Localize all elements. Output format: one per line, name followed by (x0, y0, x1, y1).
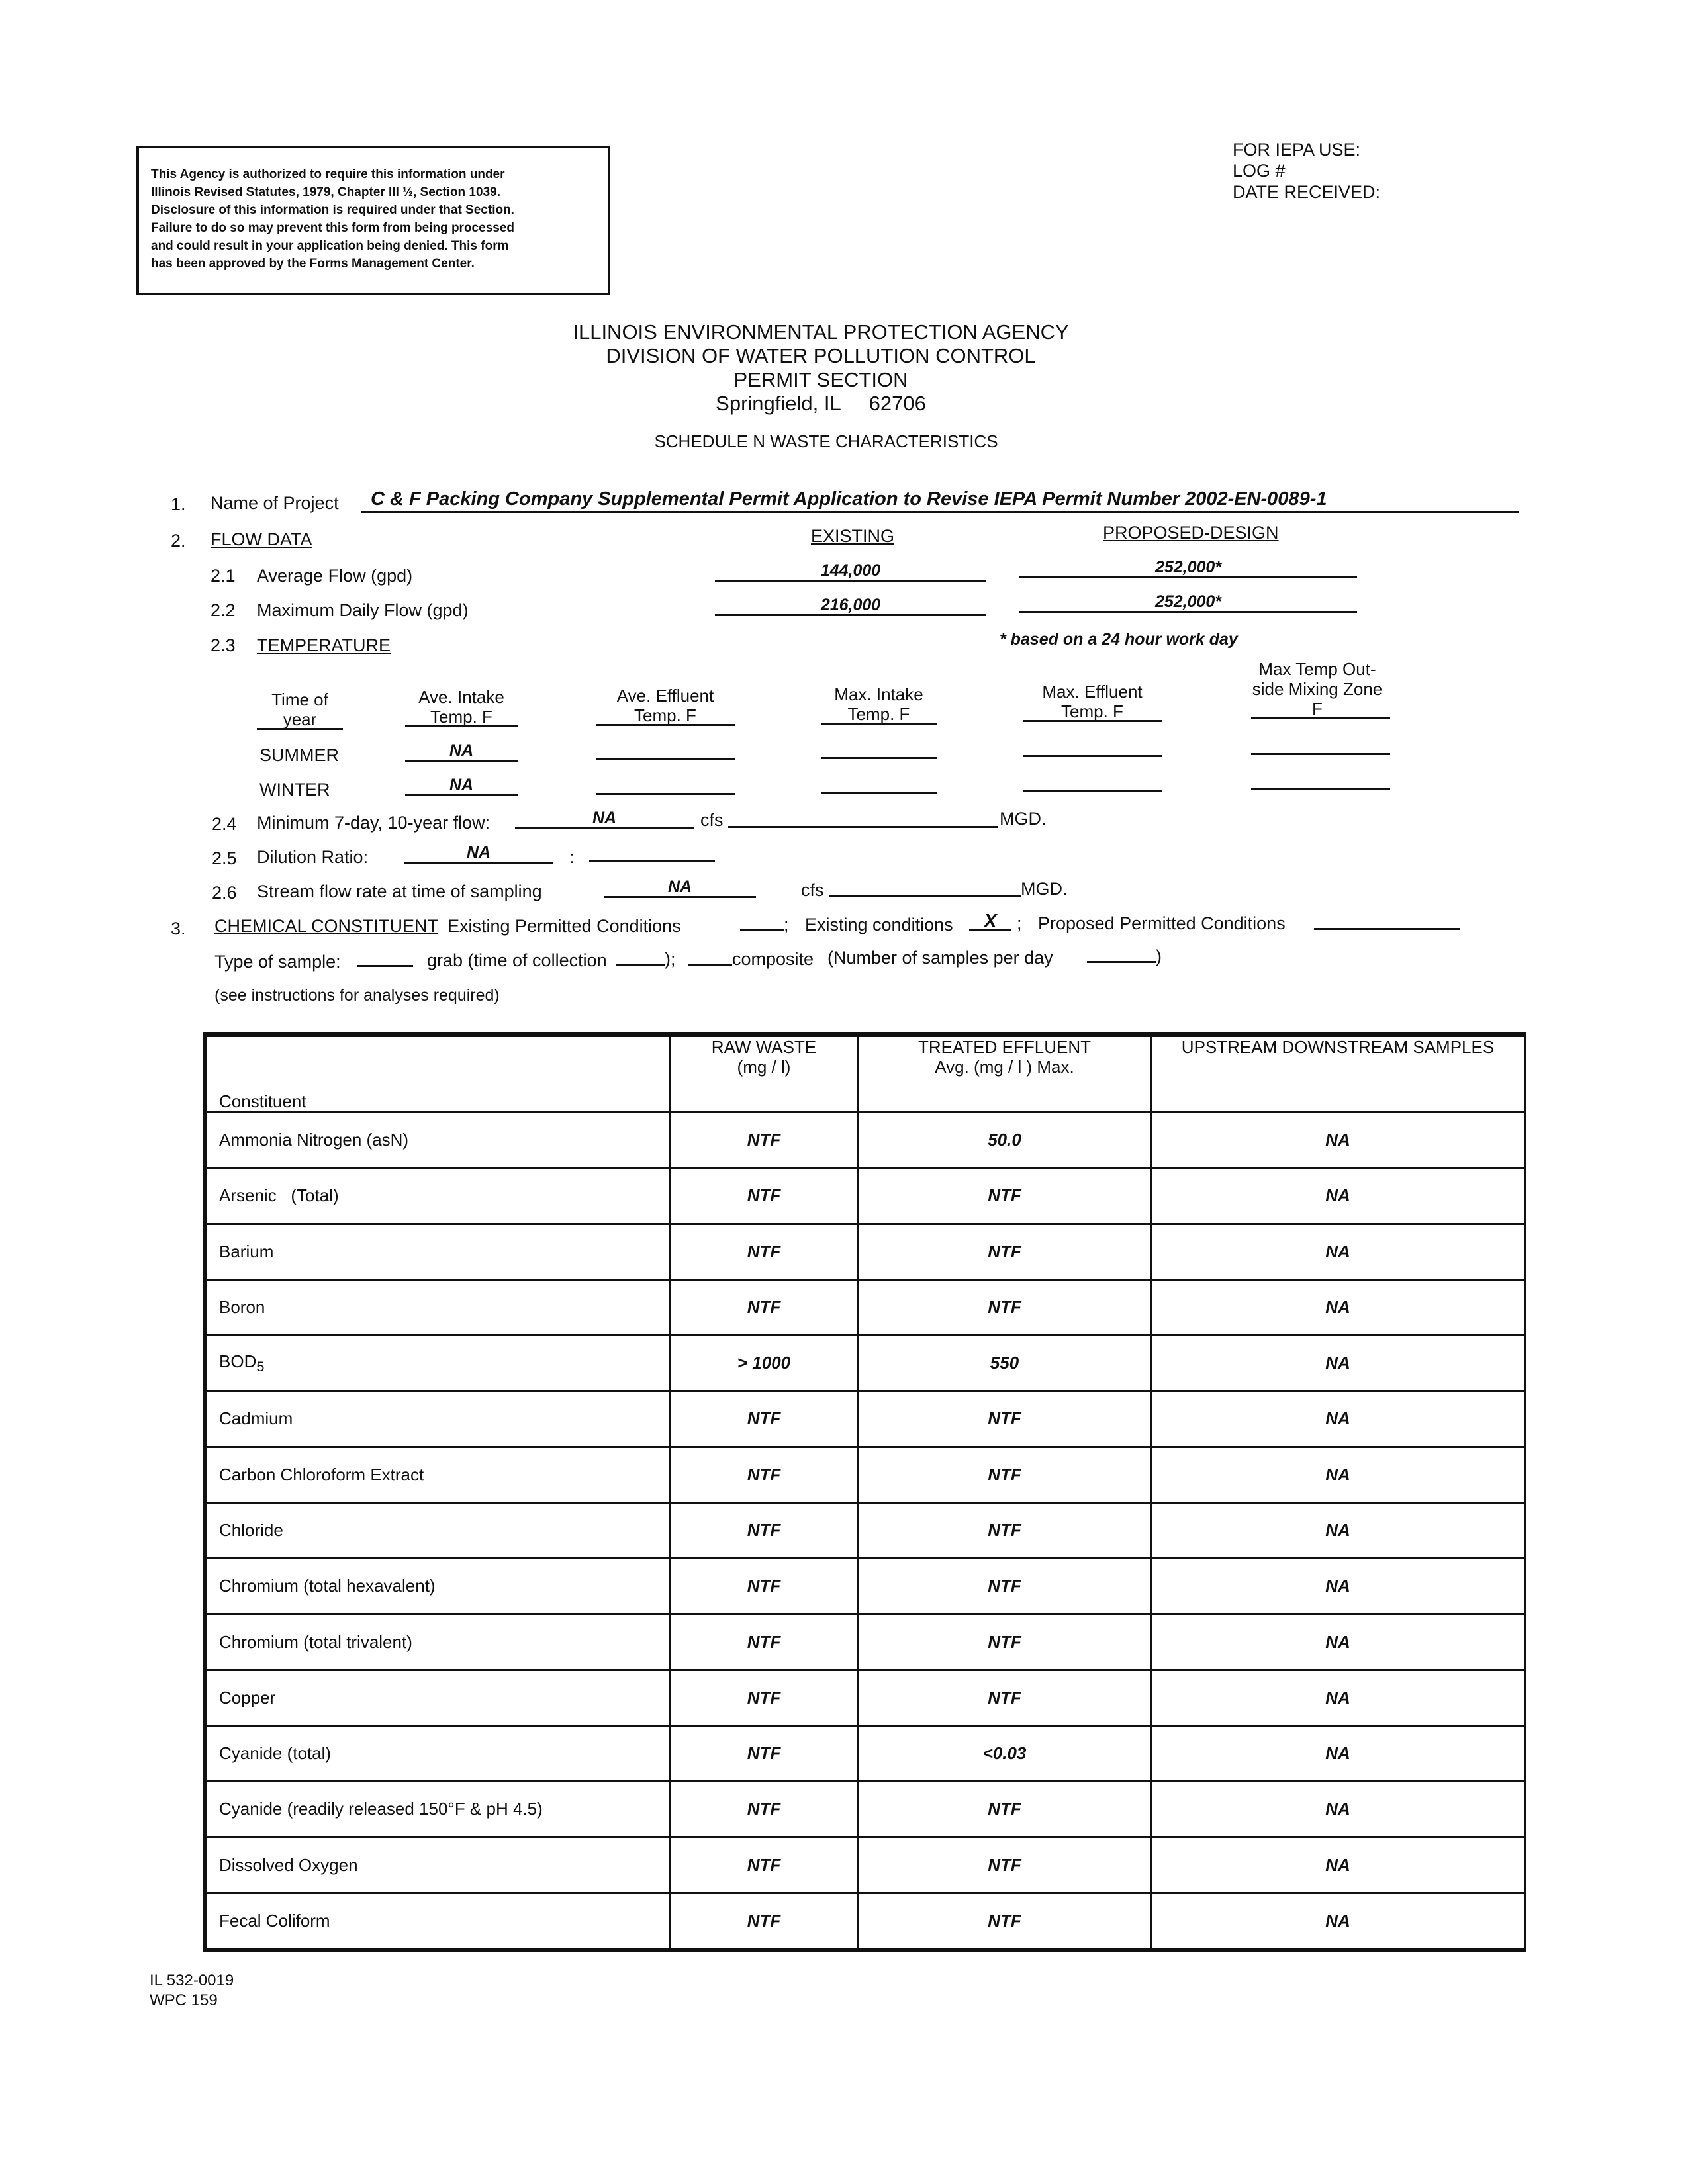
max-effluent-line (1023, 720, 1162, 722)
raw-waste-value[interactable]: NTF (670, 1670, 859, 1725)
maximum-flow-proposed[interactable]: 252,000* (1154, 592, 1222, 611)
maximum-daily-flow-label: Maximum Daily Flow (gpd) (257, 600, 469, 620)
treated-effluent-header-line1: TREATED EFFLUENT (918, 1037, 1091, 1057)
row-number: 2.2 (211, 600, 236, 620)
time-of-year-line (257, 728, 343, 730)
item-number: 2. (171, 531, 186, 551)
existing-permitted-label: Existing Permitted Conditions (447, 916, 681, 936)
samples-per-day-label: (Number of samples per day (827, 948, 1053, 968)
dilution-ratio-value[interactable]: NA (466, 843, 491, 862)
max-intake-header (821, 684, 937, 724)
maximum-flow-proposed-line (1019, 611, 1357, 613)
treated-effluent-value[interactable]: NTF (859, 1559, 1151, 1614)
max-effluent-header (1023, 682, 1162, 721)
upstream-downstream-value[interactable]: NA (1151, 1168, 1525, 1224)
constituent-name: Barium (207, 1224, 670, 1279)
table-row (207, 1614, 1525, 1670)
existing-permitted-blank[interactable] (740, 929, 784, 931)
project-name-value[interactable]: C & F Packing Company Supplemental Permit Application to Revise IEPA Permit Number 2002-EN-0089-1 (371, 488, 1327, 510)
raw-waste-value[interactable]: NTF (670, 1224, 859, 1279)
maximum-flow-existing[interactable]: 216,000 (820, 596, 881, 614)
form-identifier (150, 1971, 234, 2011)
item-number: 1. (171, 494, 186, 514)
grab-blank[interactable] (357, 965, 413, 967)
stream-flow-label: Stream flow rate at time of sampling (257, 882, 542, 901)
constituent-name: Cadmium (207, 1391, 670, 1447)
mixing-zone-header-line2: side Mixing Zone (1252, 679, 1383, 699)
ave-intake-line (405, 725, 518, 727)
minimum-flow-mgd-unit: MGD. (1000, 809, 1047, 829)
time-of-year-header-line2: year (283, 709, 317, 729)
ave-intake-header-line1: Ave. Intake (418, 687, 504, 707)
constituent-name: Cyanide (readily released 150°F & pH 4.5) (207, 1782, 670, 1837)
minimum-flow-value[interactable]: NA (592, 809, 617, 827)
dilution-ratio-separator: : (569, 847, 575, 867)
raw-waste-value[interactable]: NTF (670, 1168, 859, 1224)
existing-column-header: EXISTING (811, 526, 895, 546)
constituent-name: Cyanide (total) (207, 1725, 670, 1781)
treated-effluent-value[interactable]: NTF (859, 1391, 1151, 1447)
semicolon: ; (784, 915, 789, 934)
treated-effluent-value[interactable]: NTF (859, 1168, 1151, 1224)
upstream-downstream-header: UPSTREAM DOWNSTREAM SAMPLES (1151, 1036, 1525, 1113)
stream-flow-cfs-unit: cfs (801, 880, 824, 900)
raw-waste-header-line2: (mg / l) (737, 1057, 791, 1077)
upstream-downstream-value[interactable]: NA (1151, 1279, 1525, 1335)
mixing-zone-header (1244, 659, 1390, 719)
notice-line: Illinois Revised Statutes, 1979, Chapter III ½, Section 1039. (151, 185, 500, 199)
raw-waste-value[interactable]: > 1000 (670, 1336, 859, 1391)
agency-address: Springfield, IL 62706 (716, 392, 926, 415)
constituent-name: Chromium (total hexavalent) (207, 1559, 670, 1614)
ave-effluent-header-line1: Ave. Effluent (616, 686, 714, 705)
average-flow-existing-line (715, 580, 986, 582)
table-row (207, 1725, 1525, 1781)
upstream-downstream-value[interactable]: NA (1151, 1837, 1525, 1893)
treated-effluent-header (859, 1036, 1151, 1113)
average-flow-label: Average Flow (gpd) (257, 566, 413, 586)
winter-mixing-zone-line[interactable] (1251, 788, 1390, 790)
treated-effluent-value[interactable]: NTF (859, 1614, 1151, 1670)
constituent-name: Copper (207, 1670, 670, 1725)
proposed-column-header: PROPOSED-DESIGN (1103, 523, 1279, 543)
raw-waste-value[interactable]: NTF (670, 1447, 859, 1502)
mixing-zone-header-line1: Max Temp Out- (1258, 659, 1376, 679)
treated-effluent-header-line2: Avg. (mg / l ) Max. (935, 1057, 1074, 1077)
raw-waste-value[interactable]: NTF (670, 1113, 859, 1168)
table-header-row (207, 1036, 1525, 1113)
notice-line: and could result in your application being denied. This form (151, 239, 509, 253)
row-number: 2.3 (211, 635, 236, 655)
ave-effluent-header-line2: Temp. F (634, 705, 696, 725)
raw-waste-value[interactable]: NTF (670, 1782, 859, 1837)
constituent-table (203, 1032, 1526, 1952)
grab-time-blank[interactable] (616, 964, 665, 966)
flow-footnote: * based on a 24 hour work day (1000, 630, 1238, 649)
ave-intake-header-line2: Temp. F (430, 707, 492, 727)
project-name-line (361, 511, 1519, 513)
raw-waste-value[interactable]: NTF (670, 1279, 859, 1335)
chemical-constituent-label: CHEMICAL CONSTITUENT (214, 916, 439, 936)
summer-max-effluent-line[interactable] (1023, 755, 1162, 757)
max-intake-header-line2: Temp. F (847, 704, 910, 724)
raw-waste-value[interactable]: NTF (670, 1837, 859, 1893)
average-flow-proposed[interactable]: 252,000* (1154, 558, 1222, 576)
time-of-year-header (257, 690, 343, 729)
upstream-downstream-value[interactable]: NA (1151, 1447, 1525, 1502)
notice-line: Disclosure of this information is required under that Section. (151, 203, 514, 217)
upstream-downstream-value[interactable]: NA (1151, 1391, 1525, 1447)
existing-conditions-label: Existing conditions (805, 915, 953, 934)
constituent-name: Boron (207, 1279, 670, 1335)
ave-effluent-header (596, 686, 735, 725)
mixing-zone-line (1251, 717, 1390, 719)
summer-ave-intake-line[interactable] (405, 760, 518, 762)
treated-effluent-value[interactable]: NTF (859, 1502, 1151, 1558)
raw-waste-value[interactable]: NTF (670, 1391, 859, 1447)
table-row (207, 1837, 1525, 1893)
proposed-permitted-label: Proposed Permitted Conditions (1038, 913, 1286, 933)
constituent-name: Dissolved Oxygen (207, 1837, 670, 1893)
form-number: IL 532-0019 (150, 1972, 234, 1989)
table-row (207, 1113, 1525, 1168)
treated-effluent-value[interactable]: NTF (859, 1279, 1151, 1335)
maximum-flow-existing-line (715, 614, 986, 616)
constituent-name: Chloride (207, 1502, 670, 1558)
summer-label: SUMMER (259, 745, 339, 765)
average-flow-existing[interactable]: 144,000 (820, 561, 881, 580)
sample-type-label: Type of sample: (214, 952, 341, 972)
agency-header (0, 320, 1642, 416)
minimum-flow-line (515, 827, 694, 829)
raw-waste-value[interactable]: NTF (670, 1559, 859, 1614)
mixing-zone-header-line3: F (1312, 699, 1323, 719)
raw-waste-value[interactable]: NTF (670, 1614, 859, 1670)
table-row (207, 1447, 1525, 1502)
constituent-name: Carbon Chloroform Extract (207, 1447, 670, 1502)
item-number: 3. (171, 919, 186, 938)
summer-mixing-zone-line[interactable] (1251, 753, 1390, 755)
average-flow-proposed-line (1019, 576, 1357, 578)
treated-effluent-value[interactable]: <0.03 (859, 1725, 1151, 1781)
winter-max-effluent-line[interactable] (1023, 790, 1162, 792)
winter-label: WINTER (259, 780, 330, 799)
project-name-label: Name of Project (211, 493, 339, 513)
stream-flow-mgd-unit: MGD. (1021, 879, 1068, 899)
table-row (207, 1336, 1525, 1391)
table-row (207, 1168, 1525, 1224)
treated-effluent-value[interactable]: 50.0 (859, 1113, 1151, 1168)
table-row (207, 1670, 1525, 1725)
constituent-name: Arsenic (Total) (207, 1168, 670, 1224)
upstream-downstream-value[interactable]: NA (1151, 1614, 1525, 1670)
constituent-table-grid (205, 1035, 1526, 1950)
raw-waste-value[interactable]: NTF (670, 1725, 859, 1781)
agency-section: PERMIT SECTION (733, 368, 908, 391)
agency-division: DIVISION OF WATER POLLUTION CONTROL (606, 344, 1036, 367)
composite-blank[interactable] (688, 964, 732, 966)
max-effluent-header-line1: Max. Effluent (1042, 682, 1143, 702)
notice-line: This Agency is authorized to require this information under (151, 167, 505, 181)
treated-effluent-value[interactable]: NTF (859, 1670, 1151, 1725)
winter-ave-intake[interactable]: NA (449, 776, 474, 794)
table-row (207, 1224, 1525, 1279)
dilution-ratio-label: Dilution Ratio: (257, 847, 369, 867)
dilution-ratio-second-line[interactable] (589, 860, 715, 862)
table-row (207, 1391, 1525, 1447)
table-row (207, 1502, 1525, 1558)
time-of-year-header-line1: Time of (271, 690, 328, 709)
iepa-log-field: LOG # (1233, 161, 1286, 181)
ave-intake-header (405, 687, 518, 727)
table-row (207, 1782, 1525, 1837)
upstream-downstream-value[interactable]: NA (1151, 1559, 1525, 1614)
upstream-downstream-value[interactable]: NA (1151, 1670, 1525, 1725)
raw-waste-value[interactable]: NTF (670, 1893, 859, 1948)
ave-effluent-line (596, 724, 735, 726)
samples-per-day-blank[interactable] (1087, 961, 1156, 963)
schedule-title: SCHEDULE N WASTE CHARACTERISTICS (654, 432, 998, 451)
winter-max-intake-line[interactable] (821, 792, 937, 794)
treated-effluent-value[interactable]: NTF (859, 1782, 1151, 1837)
stream-flow-value[interactable]: NA (667, 878, 692, 896)
samples-per-day-close: ) (1156, 946, 1162, 966)
analyses-instructions: (see instructions for analyses required) (214, 986, 500, 1005)
iepa-use-block (1233, 139, 1380, 203)
treated-effluent-value[interactable]: NTF (859, 1224, 1151, 1279)
composite-label: composite (732, 949, 814, 969)
proposed-permitted-blank[interactable] (1314, 928, 1460, 930)
constituent-name: Chromium (total trivalent) (207, 1614, 670, 1670)
summer-ave-effluent-line[interactable] (596, 758, 735, 760)
minimum-flow-mgd-line[interactable] (728, 826, 998, 828)
raw-waste-header-line1: RAW WASTE (711, 1037, 817, 1057)
table-row (207, 1893, 1525, 1948)
raw-waste-value[interactable]: NTF (670, 1502, 859, 1558)
iepa-date-received-field: DATE RECEIVED: (1233, 182, 1381, 202)
constituent-name: Ammonia Nitrogen (asN) (207, 1113, 670, 1168)
authorization-notice (136, 146, 610, 295)
iepa-use-title: FOR IEPA USE: (1233, 140, 1361, 159)
row-number: 2.6 (212, 883, 237, 903)
agency-name: ILLINOIS ENVIRONMENTAL PROTECTION AGENCY (573, 320, 1069, 343)
constituent-name: Fecal Coliform (207, 1893, 670, 1948)
table-row (207, 1279, 1525, 1335)
summer-ave-intake[interactable]: NA (449, 741, 474, 760)
max-intake-header-line1: Max. Intake (834, 684, 923, 704)
upstream-downstream-value[interactable]: NA (1151, 1782, 1525, 1837)
existing-conditions-line (969, 929, 1011, 931)
notice-line: has been approved by the Forms Management Center. (151, 257, 475, 271)
dilution-ratio-line (404, 862, 553, 864)
grab-label: grab (time of collection (427, 950, 607, 970)
upstream-downstream-value[interactable]: NA (1151, 1224, 1525, 1279)
winter-ave-intake-line[interactable] (405, 794, 518, 796)
table-row (207, 1559, 1525, 1614)
notice-line: Failure to do so may prevent this form from being processed (151, 221, 514, 235)
minimum-flow-cfs-unit: cfs (700, 810, 724, 830)
temperature-label: TEMPERATURE (257, 635, 391, 655)
existing-conditions-mark[interactable]: X (984, 911, 997, 932)
summer-max-intake-line[interactable] (821, 757, 937, 759)
upstream-downstream-value[interactable]: NA (1151, 1725, 1525, 1781)
wpc-number: WPC 159 (150, 1991, 218, 2009)
max-intake-line (821, 723, 937, 725)
treated-effluent-value[interactable]: 550 (859, 1336, 1151, 1391)
max-effluent-header-line2: Temp. F (1061, 702, 1123, 721)
treated-effluent-value[interactable]: NTF (859, 1893, 1151, 1948)
minimum-flow-label: Minimum 7-day, 10-year flow: (257, 813, 491, 833)
upstream-downstream-value[interactable]: NA (1151, 1336, 1525, 1391)
semicolon: ; (1017, 913, 1022, 933)
stream-flow-line (604, 896, 756, 898)
stream-flow-mgd-line[interactable] (829, 895, 1021, 897)
upstream-downstream-value[interactable]: NA (1151, 1893, 1525, 1948)
upstream-downstream-value[interactable]: NA (1151, 1113, 1525, 1168)
raw-waste-header (670, 1036, 859, 1113)
subscript: 5 (256, 1357, 265, 1375)
grab-close: ); (665, 949, 676, 969)
winter-ave-effluent-line[interactable] (596, 793, 735, 795)
treated-effluent-value[interactable]: NTF (859, 1447, 1151, 1502)
row-number: 2.5 (212, 848, 237, 868)
flow-data-label: FLOW DATA (211, 529, 312, 549)
row-number: 2.4 (212, 814, 237, 834)
constituent-header: Constituent (207, 1036, 670, 1113)
row-number: 2.1 (211, 566, 236, 586)
upstream-downstream-value[interactable]: NA (1151, 1502, 1525, 1558)
treated-effluent-value[interactable]: NTF (859, 1837, 1151, 1893)
constituent-name: $BOD_5$ (207, 1336, 670, 1391)
